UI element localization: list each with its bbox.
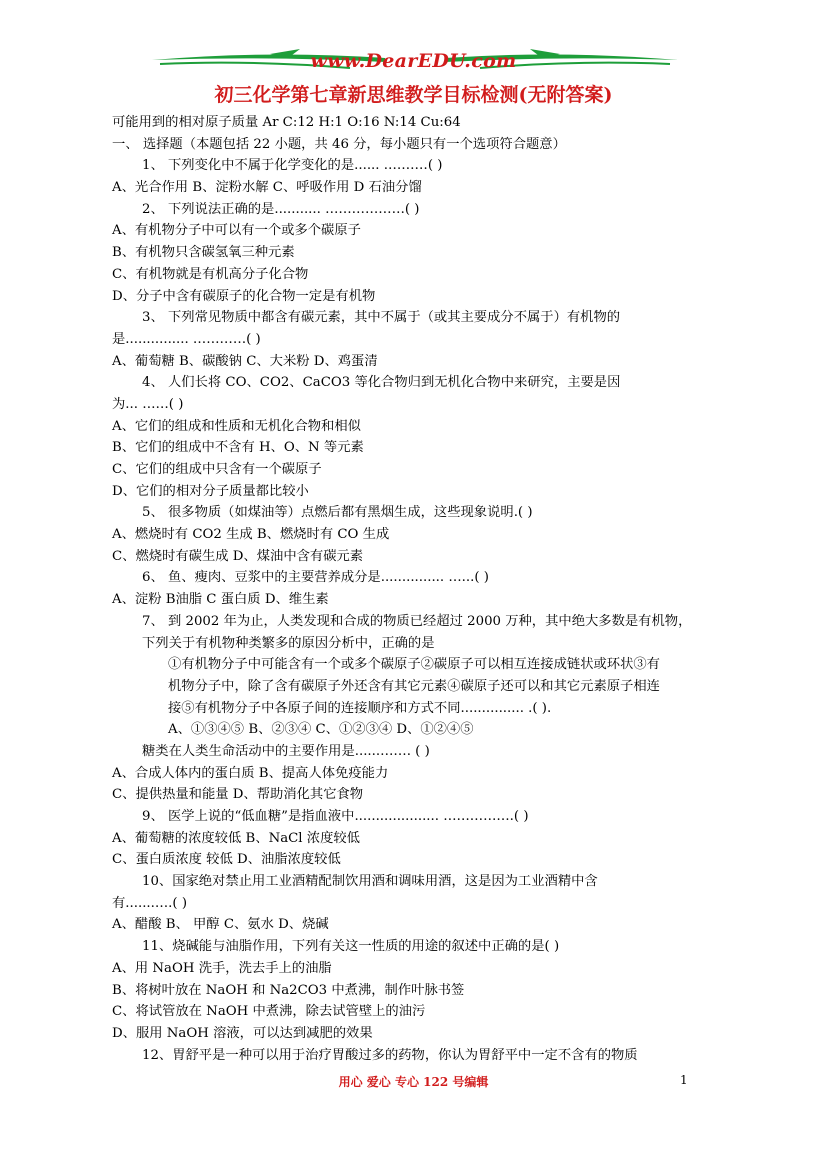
text-line: A、葡萄糖 B、碳酸钠 C、大米粉 D、鸡蛋清	[112, 353, 378, 369]
text-line: 可能用到的相对原子质量 Ar C:12 H:1 O:16 N:14 Cu:64	[112, 115, 461, 130]
text-line: 机物分子中，除了含有碳原子外还含有其它元素④碳原子还可以和其它元素原子相连	[168, 678, 660, 694]
text-line: C、蛋白质浓度 较低 D、油脂浓度较低	[112, 852, 341, 868]
text-line: D、服用 NaOH 溶液，可以达到减肥的效果	[112, 1025, 373, 1041]
text-line: B、将树叶放在 NaOH 和 Na2CO3 中煮沸，制作叶脉书签	[112, 982, 465, 998]
text-line: A、它们的组成和性质和无机化合物和相似	[112, 418, 361, 434]
text-line: A、醋酸 B、 甲醇 C、氨水 D、烧碱	[112, 917, 329, 933]
text-line: 5、 很多物质（如煤油等）点燃后都有黑烟生成，这些现象说明.( )	[142, 505, 533, 521]
text-line: 3、 下列常见物质中都含有碳元素，其中不属于（或其主要成分不属于）有机物的	[142, 310, 621, 326]
text-line: 7、 到 2002 年为止，人类发现和合成的物质已经超过 2000 万种，其中绝大多数是有机物，	[142, 613, 692, 629]
text-line: C、提供热量和能量 D、帮助消化其它食物	[112, 787, 364, 803]
text-line: A、燃烧时有 CO2 生成 B、燃烧时有 CO 生成	[112, 527, 390, 543]
page-number: 1	[680, 1073, 688, 1087]
text-line: 接⑤有机物分子中各原子间的连接顺序和方式不同............... .( ).	[168, 700, 552, 716]
text-line: 是............... …………( )	[112, 331, 261, 347]
text-line: 有.......….( )	[112, 895, 188, 911]
text-line: D、它们的相对分子质量都比较小	[112, 483, 309, 499]
text-line: D、分子中含有碳原子的化合物一定是有机物	[112, 288, 376, 304]
page-title: 初三化学第七章新思维教学目标检测(无附答案)	[214, 84, 613, 106]
text-line: 糖类在人类生命活动中的主要作用是......……. ( )	[142, 743, 430, 759]
text-line: C、燃烧时有碳生成 D、煤油中含有碳元素	[112, 548, 364, 564]
text-line: 9、 医学上说的“低血糖”是指血液中.................... …………….( )	[142, 809, 529, 824]
text-line: 11、烧碱能与油脂作用，下列有关这一性质的用途的叙述中正确的是( )	[142, 939, 560, 955]
document-body	[112, 112, 722, 1066]
text-line: A、①③④⑤ B、②③④ C、①②③④ D、①②④⑤	[168, 722, 474, 738]
text-line: 4、 人们长将 CO、CO2、CaCO3 等化合物归到无机化合物中来研究，主要是因	[142, 375, 621, 391]
text-line: A、用 NaOH 洗手，洗去手上的油脂	[112, 960, 332, 976]
text-line: C、将试管放在 NaOH 中煮沸，除去试管壁上的油污	[112, 1004, 426, 1020]
text-line: A、合成人体内的蛋白质 B、提高人体免疫能力	[112, 765, 389, 781]
text-line: 为... ……( )	[112, 396, 184, 412]
text-line: 2、 下列说法正确的是........... ………………( )	[142, 201, 420, 217]
text-line: 6、 鱼、瘦肉、豆浆中的主要营养成分是............... …...( )	[142, 570, 489, 586]
text-line: ①有机物分子中可能含有一个或多个碳原子②碳原子可以相互连接成链状或环状③有	[168, 657, 660, 673]
text-line: A、光合作用 B、淀粉水解 C、呼吸作用 D 石油分馏	[112, 180, 422, 196]
text-line: B、有机物只含碳氢氧三种元素	[112, 245, 295, 261]
footer-slogan: 用心 爱心 专心 122 号编辑	[338, 1075, 489, 1089]
text-line: A、葡萄糖的浓度较低 B、NaCl 浓度较低	[112, 830, 360, 846]
text-line: 10、国家绝对禁止用工业酒精配制饮用酒和调味用酒，这是因为工业酒精中含	[142, 874, 598, 890]
text-line: C、它们的组成中只含有一个碳原子	[112, 462, 322, 477]
text-line: 1、 下列变化中不属于化学变化的是...... .………( )	[142, 158, 443, 174]
text-line: B、它们的组成中不含有 H、O、N 等元素	[112, 440, 364, 456]
text-line: 12、胃舒平是一种可以用于治疗胃酸过多的药物，你认为胃舒平中一定不含有的物质	[142, 1047, 638, 1063]
text-line: 一、 选择题（本题包括 22 小题，共 46 分，每小题只有一个选项符合题意）	[112, 136, 566, 152]
text-line: A、有机物分子中可以有一个或多个碳原子	[112, 223, 361, 239]
text-line: 下列关于有机物种类繁多的原因分析中，正确的是	[142, 635, 435, 651]
text-line: C、有机物就是有机高分子化合物	[112, 266, 309, 282]
site-logo-text: www.DearEDU.com	[310, 50, 517, 72]
text-line: A、淀粉 B油脂 C 蛋白质 D、维生素	[112, 592, 329, 608]
